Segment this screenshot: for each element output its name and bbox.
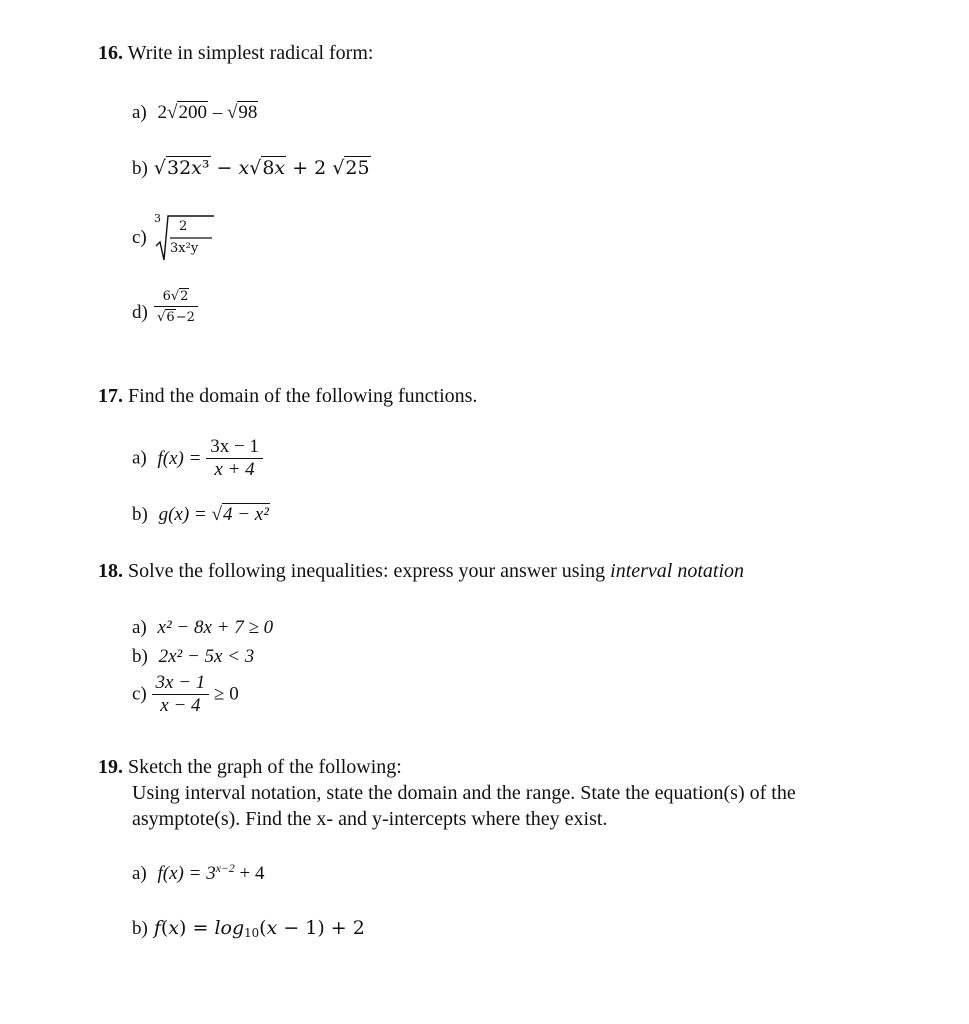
q16-item-a — [132, 101, 258, 124]
q16c-denominator: 3x²y — [170, 241, 199, 256]
q18-item-a — [132, 617, 273, 639]
q16d-fraction: 6√2 √6−2 — [154, 288, 198, 325]
q19a-exponent: x−2 — [215, 862, 235, 875]
q18a-label: a) — [132, 617, 147, 638]
q19-number: 19. — [98, 756, 123, 778]
q16a-label: a) — [132, 102, 147, 123]
q19-heading — [98, 754, 402, 780]
q16a-minus: – — [212, 102, 223, 123]
q17a-denominator: x + 4 — [206, 458, 263, 481]
q17a-lhs: f(x) = — [157, 447, 202, 469]
q18b-expr: 2x² − 5x < 3 — [158, 646, 255, 667]
q16b-radical-2: √8𝑥 — [249, 157, 286, 179]
q17b-radical: √4 − x² — [211, 504, 269, 525]
q17-item-a — [132, 436, 263, 481]
q16b-radical-3: √25 — [332, 157, 370, 179]
q16-heading — [98, 42, 373, 65]
q17-text: Find the domain of the following functions. — [128, 385, 478, 407]
q17b-label: b) — [132, 504, 148, 525]
q19-instructions-line-1: Using interval notation, state the domain and the range. State the equation(s) of the — [132, 782, 796, 804]
q19b-expr-post: (𝑥 − 1) + 2 — [259, 917, 365, 939]
q16b-mid: − 𝑥 — [216, 157, 250, 179]
q16-text: Write in simplest radical form: — [127, 42, 374, 64]
q16d-num-radicand: 2 — [180, 289, 189, 304]
q18-text-italic: interval notation — [610, 560, 745, 582]
q19-item-b — [132, 917, 365, 940]
q17a-fraction — [206, 436, 263, 481]
q18c-label: c) — [132, 683, 147, 705]
q18-heading — [98, 560, 744, 583]
q16a-radical-2: √98 — [226, 102, 258, 123]
q16b-plus: + 2 — [292, 157, 327, 179]
q16d-label: d) — [132, 302, 148, 323]
q18-number: 18. — [98, 560, 123, 582]
q16d-num-coef: 6 — [162, 289, 171, 304]
q16c-label: c) — [132, 227, 147, 248]
q16b-label: b) — [132, 158, 148, 179]
q19-text: Sketch the graph of the following: — [128, 756, 402, 778]
q16-item-b — [132, 156, 371, 180]
q19a-rest: + 4 — [234, 863, 265, 885]
q19b-expr-pre: 𝑓(𝑥) = 𝑙𝑜𝑔 — [153, 917, 245, 939]
q18c-fraction — [152, 672, 210, 717]
q17a-label: a) — [132, 447, 147, 469]
q19a-lhs: f(x) = 3 — [157, 863, 216, 885]
q16c-root-index: 3 — [154, 212, 161, 225]
q18-text: Solve the following inequalities: express your answer using — [128, 560, 611, 582]
q16a-coef: 2 — [157, 102, 168, 123]
q18b-label: b) — [132, 646, 148, 667]
q17-number: 17. — [98, 385, 123, 407]
q19-instructions-line-2: asymptote(s). Find the x- and y-intercepts where they exist. — [132, 808, 608, 830]
q17a-numerator: 3x − 1 — [210, 436, 259, 457]
q18c-rhs: ≥ 0 — [214, 683, 239, 705]
q18-item-c — [132, 672, 239, 717]
q18c-denominator: x − 4 — [152, 694, 210, 717]
q18-item-b — [132, 646, 254, 668]
q17-heading — [98, 385, 477, 408]
q16d-den-rest: −2 — [175, 310, 195, 325]
q18a-expr: x² − 8x + 7 ≥ 0 — [157, 617, 274, 638]
q19-item-a — [132, 862, 264, 885]
q18c-numerator: 3x − 1 — [155, 672, 206, 693]
q16a-radical-1: √200 — [167, 102, 207, 123]
q17b-lhs: g(x) = — [158, 504, 207, 525]
q16c-numerator: 2 — [179, 219, 188, 234]
q16d-den-radicand: 6 — [166, 310, 175, 325]
q19a-label: a) — [132, 863, 147, 885]
q16b-radical-1: √32𝑥³ — [153, 157, 210, 179]
q17-item-b — [132, 503, 270, 526]
q16-number: 16. — [98, 42, 123, 64]
q19b-label: b) — [132, 918, 148, 939]
q19b-log-base: 10 — [244, 925, 260, 940]
